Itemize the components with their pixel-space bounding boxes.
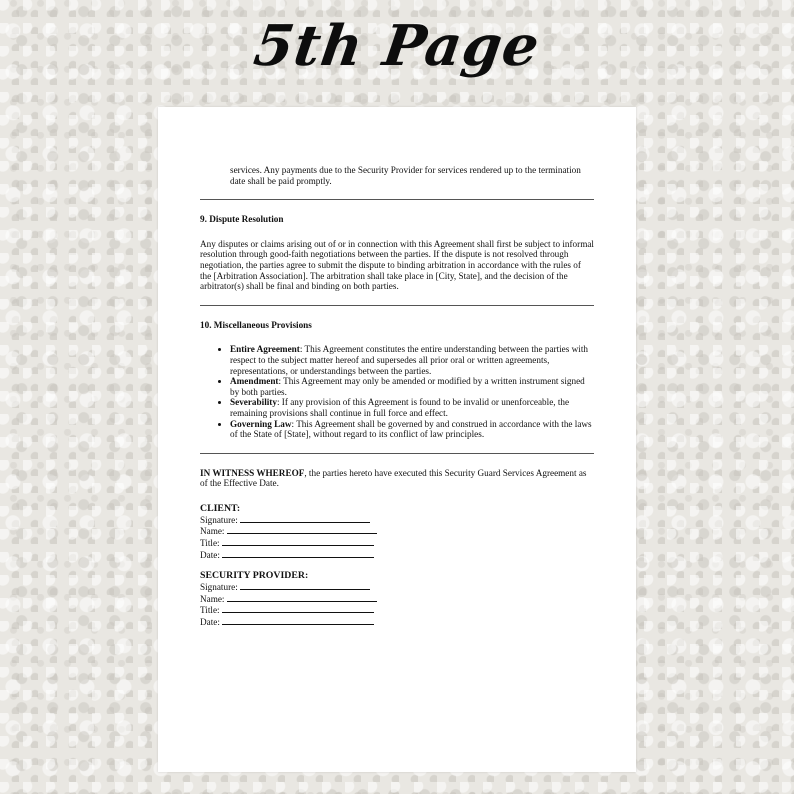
provision-term: Severability [230, 397, 277, 408]
field-label: Date: [200, 549, 220, 560]
provision-term: Governing Law [230, 418, 292, 429]
field-label: Name: [200, 526, 225, 537]
list-item [230, 419, 594, 440]
provision-term: Entire Agreement [230, 344, 300, 355]
client-name-line [200, 525, 594, 537]
provision-term: Amendment [230, 376, 279, 387]
date-blank[interactable] [222, 549, 374, 558]
title-blank[interactable] [222, 537, 374, 546]
list-item [230, 344, 594, 376]
list-item [230, 397, 594, 418]
signature-blank[interactable] [240, 581, 370, 590]
provider-date-line [200, 616, 594, 628]
provisions-list [200, 344, 594, 439]
witness-statement [200, 468, 594, 489]
provision-text: : This Agreement may only be amended or modified by a written instrument signed by both parties. [230, 376, 585, 397]
name-blank[interactable] [227, 525, 377, 534]
witness-text: , the parties hereto have executed this Security Guard Services Agreement as of the Effective Date. [200, 467, 587, 489]
provider-title: SECURITY PROVIDER: [200, 570, 309, 582]
client-signature-line [200, 514, 594, 526]
divider [200, 453, 594, 454]
signature-blank[interactable] [240, 514, 370, 523]
client-date-line [200, 549, 594, 561]
provider-signature-line [200, 581, 594, 593]
field-label: Date: [200, 617, 220, 628]
field-label: Title: [200, 538, 220, 549]
divider [200, 305, 594, 306]
provider-signature-block [200, 570, 594, 627]
client-title-line [200, 537, 594, 549]
section9-body: Any disputes or claims arising out of or in connection with this Agreement shall first be subject to informal resolution through good-faith negotiations between the parties. If the dispute is not resolved through negotiation, the parties agree to submit the dispute to binding arbitration in accordance with the rules of the [Arbitration Association]. The arbitration shall take place in [City, State], and the decision of the arbitrator(s) shall be final and binding on both parties. [200, 238, 594, 292]
document-content [200, 165, 594, 628]
provision-text: : If any provision of this Agreement is found to be invalid or unenforceable, the remaining provisions shall continue in full force and effect. [230, 397, 570, 418]
client-title: CLIENT: [200, 502, 241, 514]
provision-text: : This Agreement shall be governed by and construed in accordance with the laws of the State of [State], without regard to its conflict of law principles. [230, 418, 592, 440]
client-signature-block [200, 503, 594, 560]
provision-text: : This Agreement constitutes the entire understanding between the parties with respect to the subject matter hereof and supersedes all prior oral or written agreements, representations, or understandings between the parties. [230, 344, 588, 376]
field-label: Signature: [200, 582, 238, 593]
provider-name-line [200, 593, 594, 605]
title-blank[interactable] [222, 604, 374, 613]
section9-title: 9. Dispute Resolution [200, 214, 284, 225]
field-label: Signature: [200, 514, 238, 525]
provider-title-line [200, 604, 594, 616]
page-headline: 5th Page [250, 13, 544, 79]
divider [200, 199, 594, 200]
section8-continuation: services. Any payments due to the Security Provider for services rendered up to the termination date shall be paid promptly. [230, 165, 581, 186]
list-item [230, 376, 594, 397]
document-page [158, 107, 636, 772]
name-blank[interactable] [227, 593, 377, 602]
section10-title: 10. Miscellaneous Provisions [200, 319, 312, 330]
field-label: Name: [200, 593, 225, 604]
date-blank[interactable] [222, 616, 374, 625]
witness-lead: IN WITNESS WHEREOF [200, 467, 305, 478]
field-label: Title: [200, 605, 220, 616]
